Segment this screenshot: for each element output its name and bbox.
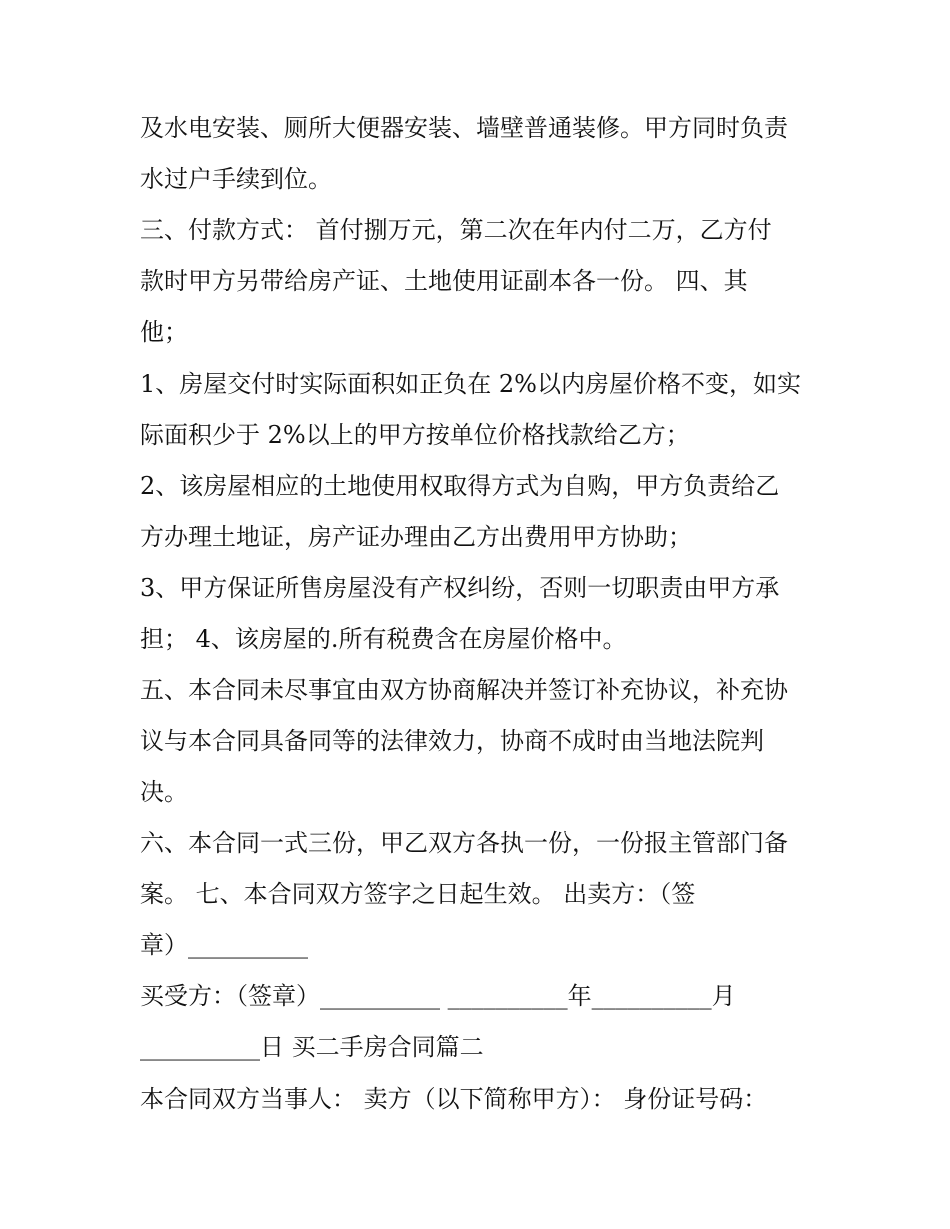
text-line: 担； 4、该房屋的.所有税费含在房屋价格中。: [140, 625, 627, 653]
text-line: 方办理土地证，房产证办理由乙方出费用甲方协助；: [140, 523, 692, 551]
text-line: 议与本合同具备同等的法律效力，协商不成时由当地法院判: [140, 727, 764, 755]
text-line: 际面积少于 2%以上的甲方按单位价格找款给乙方；: [140, 421, 690, 449]
text-line: 五、本合同未尽事宜由双方协商解决并签订补充协议，补充协: [140, 676, 788, 704]
text-line: 2、该房屋相应的土地使用权取得方式为自购，甲方负责给乙: [140, 472, 780, 500]
text-line: 案。 七、本合同双方签字之日起生效。 出卖方：（签: [140, 880, 696, 908]
text-line: 三、付款方式： 首付捌万元，第二次在年内付二万，乙方付: [140, 216, 772, 244]
text-line: 1、房屋交付时实际面积如正负在 2%以内房屋价格不变，如实: [140, 370, 801, 398]
text-line: 六、本合同一式三份，甲乙双方各执一份，一份报主管部门备: [140, 829, 788, 857]
text-line: 款时甲方另带给房产证、土地使用证副本各一份。 四、其: [140, 267, 748, 295]
text-line: 3、甲方保证所售房屋没有产权纠纷，否则一切职责由甲方承: [140, 574, 780, 602]
text-line: 他；: [140, 318, 188, 346]
date-line: __________日 买二手房合同篇二: [140, 1033, 484, 1061]
text-line: 决。: [140, 778, 188, 806]
text-line: 本合同双方当事人： 卖方（以下简称甲方）： 身份证号码：: [140, 1085, 768, 1113]
text-line: 水过户手续到位。: [140, 165, 332, 193]
text-line: 及水电安装、厕所大便器安装、墙壁普通装修。甲方同时负责: [140, 114, 788, 142]
signature-line-buyer: 买受方：（签章）__________ __________年__________月: [140, 982, 736, 1010]
signature-line-seller: 章）__________: [140, 931, 308, 959]
